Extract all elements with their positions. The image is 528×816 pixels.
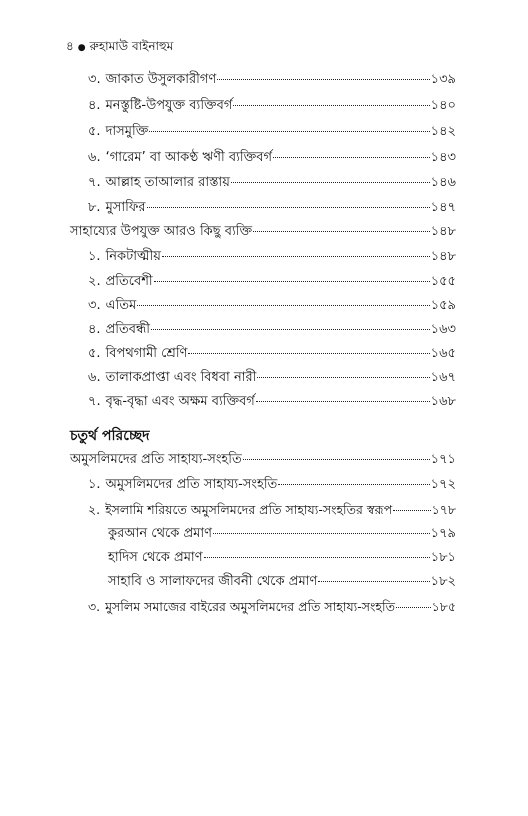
toc-entry (88, 346, 456, 362)
dot-leader (243, 459, 430, 460)
toc-entry (88, 274, 456, 290)
toc-entry-number: ১. (88, 249, 101, 264)
toc-entry-label: মনস্তুষ্টি-উপযুক্ত ব্যক্তিবর্গ (105, 98, 233, 113)
page-number: ৪ (66, 39, 74, 53)
toc-entry-label: ইসলামি শরিয়তে অমুসলিমদের প্রতি সাহায্য-সংহতির স্বরূপ (105, 502, 393, 517)
dot-leader (273, 157, 430, 158)
toc-entry-number: ৩. (88, 599, 101, 614)
book-title: রুহামাউ বাইনাহুম (89, 39, 174, 53)
toc-entry (88, 298, 456, 314)
header-separator: ● (77, 43, 86, 53)
toc-entry-label: বৃদ্ধ-বৃদ্ধা এবং অক্ষম ব্যক্তিবর্গ (105, 394, 255, 409)
toc-entry-page: ১৪২ (430, 124, 456, 139)
dot-leader (231, 182, 430, 183)
toc-entry-page: ১৮৫ (431, 599, 456, 614)
dot-leader (151, 329, 430, 330)
toc-section-entry (70, 224, 456, 240)
toc-entry-page: ১৭১ (430, 452, 456, 467)
dot-leader (149, 131, 429, 132)
toc-entry-number: ৭. (88, 175, 101, 190)
dot-leader (256, 401, 430, 402)
dot-leader (204, 557, 430, 558)
toc-entry-label: ‘গারেম’ বা আকণ্ঠ ঋণী ব্যক্তিবর্গ (105, 150, 272, 165)
toc-subentry (108, 574, 456, 590)
dot-leader (217, 79, 429, 80)
toc-entry-page: ১৬৩ (430, 322, 456, 337)
dot-leader (213, 533, 430, 534)
toc-entry-page: ১৬৮ (430, 394, 456, 409)
dot-leader (278, 484, 429, 485)
toc-entry-page: ১৭৮ (431, 502, 456, 517)
toc-entry (88, 150, 456, 166)
toc-entry-page: ১৭৯ (430, 526, 456, 541)
toc-entry (88, 124, 456, 140)
toc-subentry (108, 526, 456, 542)
toc-entry-number: ৪. (88, 98, 101, 113)
toc-entry-label: নিকটাত্মীয় (105, 249, 161, 264)
toc-section-entry (70, 452, 456, 468)
chapter-title: চতুর্থ পরিচ্ছেদ (70, 428, 150, 444)
toc-entry-label: সাহায্যের উপযুক্ত আরও কিছু ব্যক্তি (70, 224, 253, 239)
toc-entry-label: অমুসলিমদের প্রতি সাহায্য-সংহতি (105, 477, 278, 492)
toc-entry-page: ১৩৯ (430, 72, 456, 87)
toc-entry (88, 200, 456, 216)
toc-entry-page: ১৪৭ (430, 200, 456, 215)
toc-entry (88, 98, 456, 114)
toc-entry (88, 322, 456, 338)
toc-entry-label: বিপথগামী শ্রেণি (105, 346, 188, 361)
toc-entry-label: প্রতিবেশী (105, 274, 153, 289)
toc-entry (88, 370, 456, 386)
toc-entry-page: ১৮১ (430, 550, 456, 565)
toc-entry (88, 502, 456, 518)
toc-entry-number: ৭. (88, 394, 101, 409)
toc-entry-number: ১. (88, 477, 101, 492)
toc-entry-page: ১৫৫ (430, 274, 456, 289)
toc-entry-page: ১৭২ (430, 477, 456, 492)
dot-leader (137, 305, 430, 306)
toc-entry (88, 72, 456, 88)
dot-leader (147, 207, 430, 208)
toc-entry (88, 477, 456, 493)
toc-entry-page: ১৪৩ (430, 150, 456, 165)
toc-entry-page: ১৪৮ (430, 249, 456, 264)
toc-entry (88, 394, 456, 410)
dot-leader (233, 105, 429, 106)
toc-entry-number: ৮. (88, 200, 101, 215)
toc-entry-label: প্রতিবন্ধী (105, 322, 151, 337)
toc-entry-number: ৬. (88, 150, 101, 165)
toc-entry-label: এতিম (105, 298, 137, 313)
toc-entry-number: ৫. (88, 346, 101, 361)
toc-entry-number: ২. (88, 274, 101, 289)
toc-entry-label: কুরআন থেকে প্রমাণ (108, 526, 212, 541)
toc-entry-label: মুসাফির (105, 200, 146, 215)
toc-entry-number: ৬. (88, 370, 101, 385)
toc-subentry (108, 550, 456, 566)
toc-entry-number: ৩. (88, 298, 101, 313)
toc-entry-number: ৩. (88, 72, 101, 87)
toc-entry (88, 175, 456, 191)
toc-entry-label: আল্লাহ তাআলার রাস্তায় (105, 175, 230, 190)
dot-leader (396, 607, 431, 608)
toc-entry-label: জাকাত উসুলকারীগণ (105, 72, 217, 87)
dot-leader (162, 256, 430, 257)
toc-entry-page: ১৬৫ (430, 346, 456, 361)
toc-entry-page: ১৮২ (430, 574, 456, 589)
toc-entry (88, 599, 456, 615)
toc-entry-label: তালাকপ্রাপ্তা এবং বিধবা নারী (105, 370, 257, 385)
toc-entry-page: ১৬৭ (430, 370, 456, 385)
dot-leader (253, 231, 430, 232)
toc-entry-number: ২. (88, 502, 101, 517)
toc-entry-number: ৫. (88, 124, 101, 139)
dot-leader (154, 281, 430, 282)
toc-entry-number: ৪. (88, 322, 101, 337)
toc-entry-page: ১৪৮ (430, 224, 456, 239)
running-header (66, 38, 173, 58)
toc-entry-page: ১৪০ (430, 98, 456, 113)
toc-entry-label: হাদিস থেকে প্রমাণ (108, 550, 203, 565)
dot-leader (393, 510, 431, 511)
dot-leader (318, 581, 429, 582)
toc-entry-page: ১৫৯ (430, 298, 456, 313)
toc-entry-label: দাসমুক্তি (105, 124, 149, 139)
toc-entry-label: অমুসলিমদের প্রতি সাহায্য-সংহতি (70, 452, 242, 467)
toc-entry-label: সাহাবি ও সালাফদের জীবনী থেকে প্রমাণ (108, 574, 318, 589)
toc-entry (88, 249, 456, 265)
dot-leader (257, 377, 429, 378)
dot-leader (188, 353, 429, 354)
toc-entry-label: মুসলিম সমাজের বাইরের অমুসলিমদের প্রতি সাহায্য-সংহতি (105, 599, 395, 614)
toc-entry-page: ১৪৬ (430, 175, 456, 190)
